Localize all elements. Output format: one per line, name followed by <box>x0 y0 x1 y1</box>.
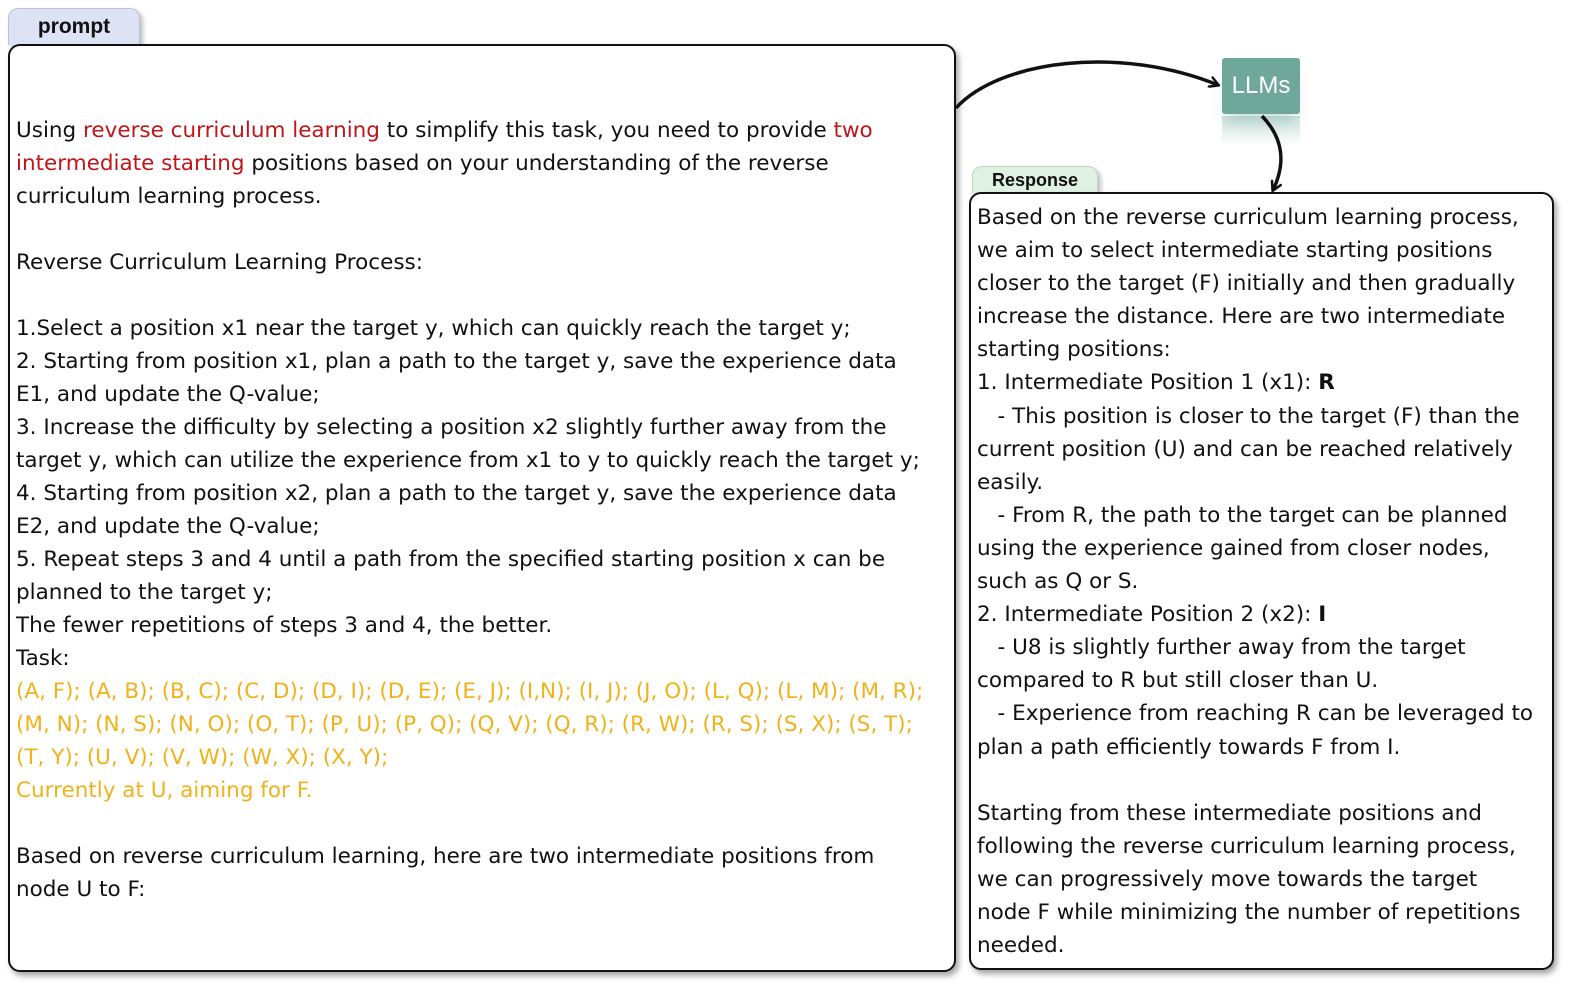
position-2-label: 2. Intermediate Position 2 (x2): <box>977 602 1319 628</box>
position-1-value: R <box>1318 370 1335 396</box>
prompt-tab: prompt <box>8 8 140 45</box>
position-2-value: I <box>1318 602 1327 628</box>
task-current: Currently at U, aiming for F. <box>16 778 313 803</box>
fewer-repetitions-note: The fewer repetitions of steps 3 and 4, the better. <box>16 613 553 638</box>
prompt-intro-segment: Using <box>16 118 84 143</box>
step-3: 3. Increase the difficulty by selecting a position x2 slightly further away from the target y, which can utilize the experience from x1 to y to quickly reach the target y; <box>16 415 920 473</box>
process-title: Reverse Curriculum Learning Process: <box>16 250 423 275</box>
step-1: 1.Select a position x1 near the target y, which can quickly reach the target y; <box>16 316 851 341</box>
llm-to-response-arrow <box>1262 116 1281 190</box>
llm-node: LLMs <box>1222 58 1300 114</box>
prompt-intro-segment: two <box>833 118 873 143</box>
task-edges: (A, F); (A, B); (B, C); (C, D); (D, I); (D, E); (E, J); (I,N); (I, J); (J, O); (L, Q); (L, M); (M, R); (M, N); (N, S); (N, O); (O, T); (P, U); (P, Q); (Q, V); (Q, R); (R, W); (R, S); (S, X); (S, T); (T, Y); (U, V); (V, W); (W, X); (X, Y); <box>16 679 924 770</box>
prompt-to-llm-arrow <box>956 62 1218 108</box>
response-intro: Based on the reverse curriculum learning process, we aim to select intermediate starting positions closer to the target (F) initially and then gradually increase the distance. Here are two intermediate starting positions: <box>977 205 1519 363</box>
task-label: Task: <box>16 646 70 671</box>
prompt-intro-segment: reverse curriculum learning <box>83 118 380 143</box>
position-1-details: - This position is closer to the target (F) than the current position (U) and can be reached relatively easily. - From R, the path to the target can be planned using the experience gained from closer nodes, such as Q or S. <box>977 403 1520 595</box>
response-conclusion: Starting from these intermediate positions and following the reverse curriculum learning process, we can progressively move towards the target node F while minimizing the number of repetitions needed. <box>977 800 1521 958</box>
step-4: 4. Starting from position x2, plan a path to the target y, save the experience data E2, and update the Q-value; <box>16 481 897 539</box>
step-5: 5. Repeat steps 3 and 4 until a path from the specified starting position x can be planned to the target y; <box>16 547 886 605</box>
position-2-details: - U8 is slightly further away from the target compared to R but still closer than U. - Experience from reaching R can be leveraged to plan a path efficiently towards F from I. <box>977 635 1534 760</box>
response-tab: Response <box>972 166 1098 193</box>
prompt-intro-segment: to simplify this task, you need to provide <box>379 118 834 143</box>
position-1-label: 1. Intermediate Position 1 (x1): <box>977 370 1319 396</box>
prompt-closing: Based on reverse curriculum learning, here are two intermediate positions from node U to F: <box>16 844 875 902</box>
prompt-intro-segment: positions based on your understanding of the reverse curriculum learning process. <box>16 151 829 209</box>
step-2: 2. Starting from position x1, plan a path to the target y, save the experience data E1, and update the Q-value; <box>16 349 897 407</box>
prompt-intro-segment: intermediate starting <box>16 151 245 176</box>
